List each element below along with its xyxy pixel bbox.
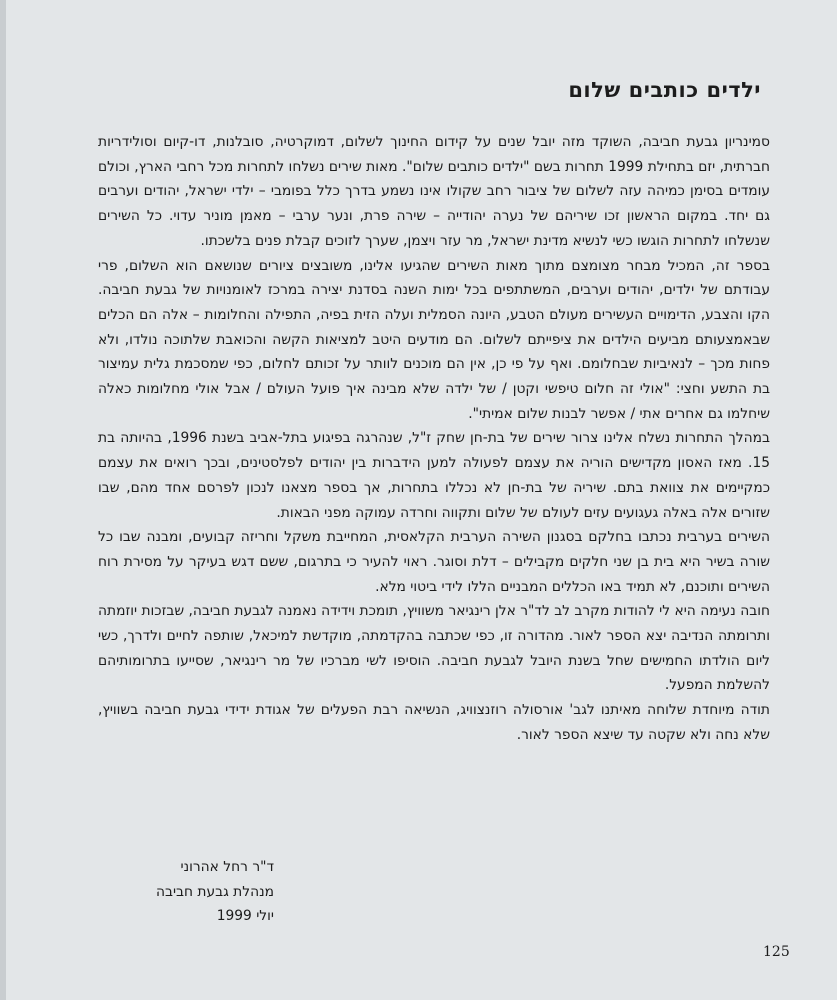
signature-block: [114, 855, 274, 929]
paragraph-2: בספר זה, המכיל מבחר מצומצם מתוך מאות השירים שהגיעו אלינו, משובצים ציורים שנושאם הוא השלום, פרי עבודתם של ילדים, יהודים וערבים, המשתתפים בכל ימות השנה בסדנת יצירה במרכז לאומנויות של גבעת חביבה. הקו והצבע, הדימויים העשירים מעולם הטבע, היונה הסמלית ועלה הזית בפיה, התפילה והחלומות – אלה הם הכלים שבאמצעותם מביעים הילדים את ציפייתם לשלום. הם מודעים היטב למציאות הקשה והכואבת שלתוכה נולדו, ולא פחות מכך – לנאיביות שבחלומם. ואף על פי כן, אין הם מוכנים לוותר על זכותם לחלום, כפי שמסכמת גלית עמיצור בת התשע וחצי: "אולי זה חלום טיפשי וקטן / של ילדה שלא מבינה איך פועל העולם / אבל אולי מחלומות כאלה שיחלמו גם אחרים אתי / אפשר לבנות שלום אמיתי".: [98, 257, 770, 422]
paragraph-5: חובה נעימה היא לי להודות מקרב לב לד"ר אלן רינגיאר משוויץ, תומכת וידידה נאמנה לגבעת חביבה, שבזכות יוזמתה ותרומתה הנדיבה יצא הספר לאור. מהדורה זו, כפי שכתבה בהקדמתה, מוקדשת למיכאל, שותפה לחיים ולדרך, כשי ליום הולדתו החמישים שחל בשנת היובל לגבעת חביבה. הוסיפו לשי מברכיו של מר רינגיאר, שסייעו בתרומותיהם להשלמת המפעל.: [98, 603, 770, 694]
paragraph-6: תודה מיוחדת שלוחה מאיתנו לגב' אורסולה רוזנצוויג, הנשיאה רבת הפעלים של אגודת ידידי גבעת חביבה בשוויץ, שלא נחה ולא שקטה עד שיצא הספר לאור.: [98, 702, 770, 743]
page-number: 125: [763, 944, 790, 960]
signature-date: יולי 1999: [216, 908, 274, 925]
body-text: [98, 130, 770, 748]
paragraph-3: במהלך התחרות נשלח אלינו צרור שירים של בת-חן שחק ז"ל, שנהרגה בפיגוע בתל-אביב בשנת 1996, בהיותה בת 15. מאז האסון מקדישים הוריה את עצמם לפעולה למען הידברות בין יהודים לפלסטינים, ובכך רואים את עצמם כמקיימים את צוואת בתם. שיריה של בת-חן לא נכללו בתחרות, אך בספר מצאנו לנכון לפרסם אחד מהם, שבו שזורים אלה באלה געגועים עזים לעולם של שלום ותקווה וחרדה עמוקה מפני הבאות.: [98, 430, 770, 521]
paragraph-1: סמינריון גבעת חביבה, השוקד מזה יובל שנים על קידום החינוך לשלום, דמוקרטיה, סובלנות, דו-קיום וסולידריות חברתית, יזם בתחילת 1999 תחרות בשם "ילדים כותבים שלום". מאות שירים נשלחו לתחרות מכל רחבי הארץ, וכולם עומדים בסימן כמיהה עזה לשלום של ציבור רחב שקולו אינו נשמע בדרך כלל בפומבי – ילדי ישראל, יהודים וערבים גם יחד. במקום הראשון זכו שיריהם של נערה יהודייה – שירה פרת, ונער ערבי – מאמן מוניר עדוי. כל השירים שנשלחו לתחרות הוגשו כשי לנשיא מדינת ישראל, מר עזר ויצמן, שערך לזוכים קבלת פנים בלשכתו.: [98, 134, 770, 249]
page-title: ילדים כותבים שלום: [568, 78, 761, 102]
signature-role: מנהלת גבעת חביבה: [155, 883, 274, 900]
paragraph-4: השירים בערבית נכתבו בחלקם בסגנון השירה הערבית הקלאסית, המחייבת משקל וחריזה קבועים, ומבנה שבו כל שורה בשיר היא בית בן שני חלקים מקבילים – דלת וסוגר. ראוי להעיר כי בתרגום, ששם דגש בעיקר על מסירת רוח השירים ותוכנם, לא תמיד באו הכללים המבניים הללו לידי ביטוי מלא.: [98, 529, 770, 595]
signature-name: ד"ר רחל אהרוני: [180, 859, 274, 875]
